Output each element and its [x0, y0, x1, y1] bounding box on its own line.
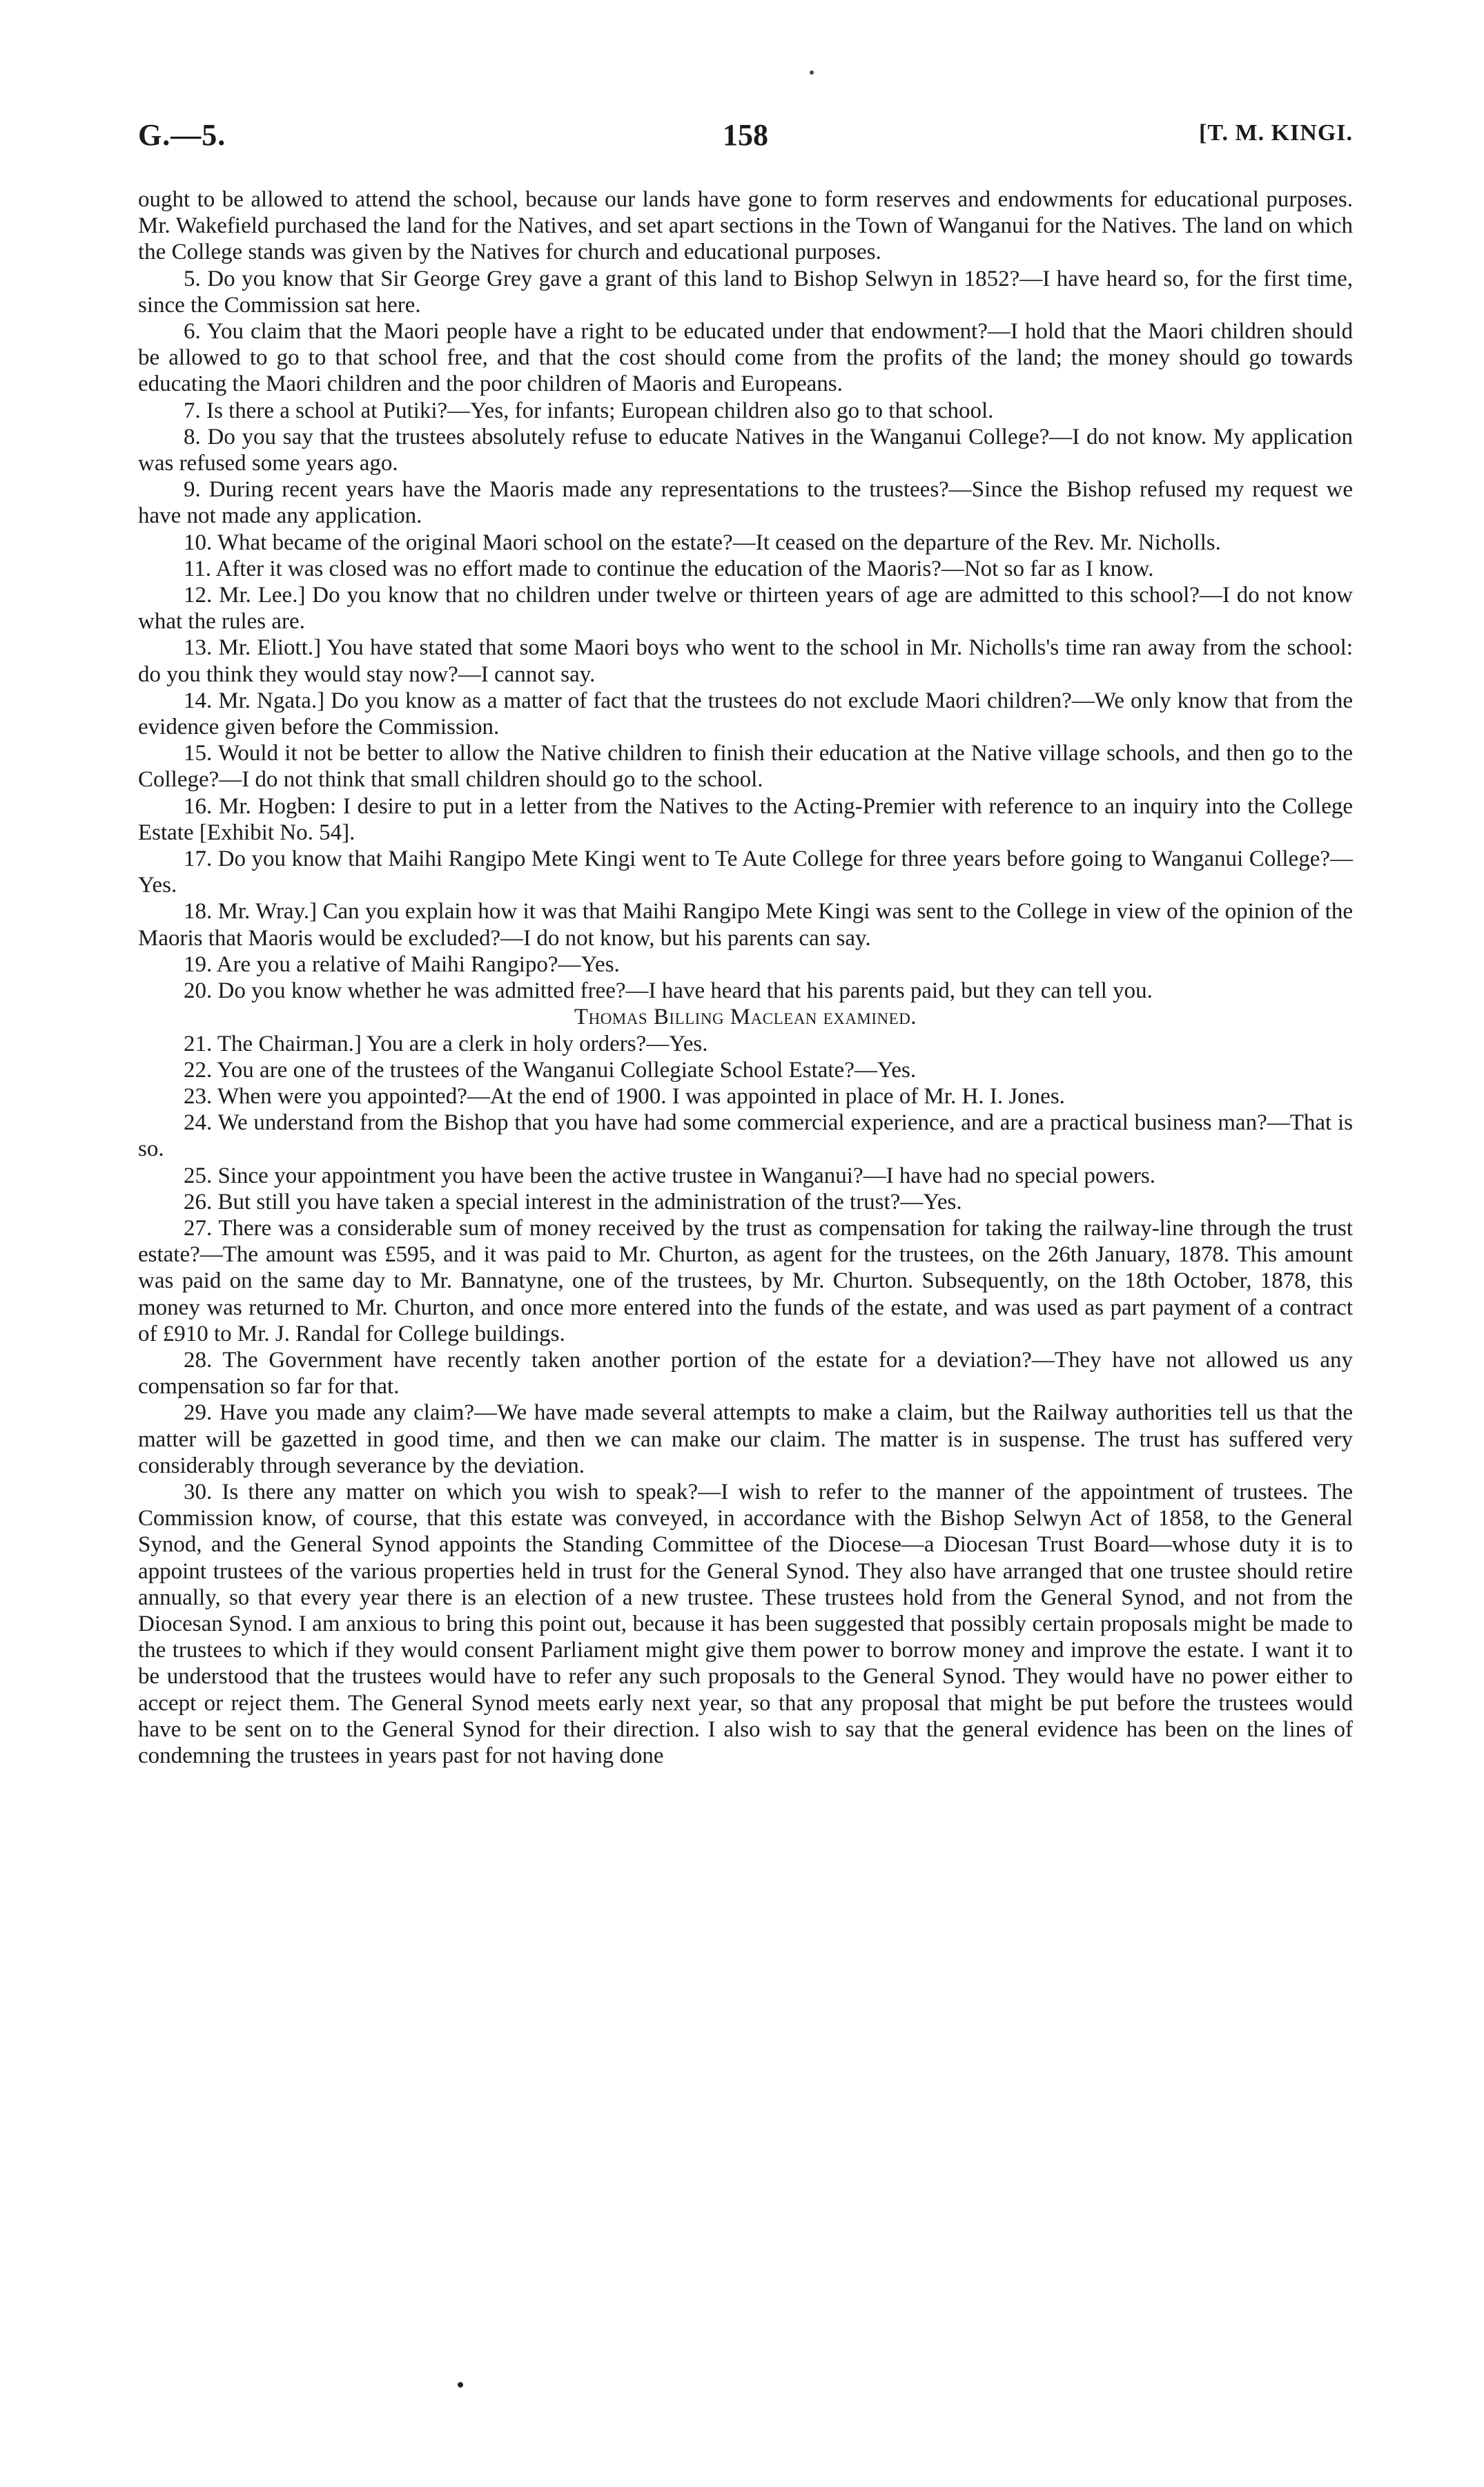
question-answer: 17. Do you know that Maihi Rangipo Mete Kingi went to Te Aute College for three years before going to Wanganui College?—Yes. — [138, 846, 1353, 898]
question-answer: 27. There was a considerable sum of money received by the trust as compensation for taking the railway-line through the trust estate?—The amount was £595, and it was paid to Mr. Churton, as agent for the trustees, on the 26th January, 1878. This amount was paid on the same day to Mr. Bannatyne, one of the trustees, by Mr. Churton. Subsequently, on the 18th October, 1878, this money was returned to Mr. Churton, and once more entered into the funds of the estate, and was used as part payment of a contract of £910 to Mr. J. Randal for College buildings. — [138, 1215, 1353, 1346]
question-answer: 6. You claim that the Maori people have a right to be educated under that endowment?—I hold that the Maori children should be allowed to go to that school free, and that the cost should come from the profits of the land; the money should go towards educating the Maori children and the poor children of Maoris and Europeans. — [138, 319, 1353, 397]
question-answer: 23. When were you appointed?—At the end of 1900. I was appointed in place of Mr. H. I. Jones. — [184, 1083, 1065, 1109]
question-answer: 29. Have you made any claim?—We have made several attempts to make a claim, but the Railway authorities tell us that the matter will be gazetted in good time, and then we can make our claim. The matter is in suspense. The trust has suffered very considerably through severance by the deviation. — [138, 1400, 1353, 1478]
question-answer: 5. Do you know that Sir George Grey gave a grant of this land to Bishop Selwyn in 1852?—I have heard so, for the first time, since the Commission sat here. — [138, 266, 1353, 318]
question-answer: 30. Is there any matter on which you wish to speak?—I wish to refer to the manner of the appointment of trustees. The Commission know, of course, that this estate was conveyed, in accordance with the Bishop Selwyn Act of 1858, to the General Synod, and the General Synod appoints the Standing Committee of the Diocese—a Diocesan Trust Board—whose duty it is to appoint trustees of the various properties held in trust for the General Synod. They also have arranged that one trustee should retire annually, so that every year there is an election of a new trustee. These trustees hold from the General Synod, and not from the Diocesan Synod. I am anxious to bring this point out, because it has been suggested that possibly certain proposals might be made to the trustees to which if they would consent Parliament might give them power to borrow money and improve the estate. I want it to be understood that the trustees would have to refer any such proposals to the General Synod. They would have no power either to accept or reject them. The General Synod meets early next year, so that any proposal that might be put before the trustees would have to be sent on to the General Synod for their direction. I also wish to say that the general evidence has been on the lines of condemning the trustees in years past for not having done — [138, 1479, 1353, 1768]
question-answer: 16. Mr. Hogben: I desire to put in a letter from the Natives to the Acting-Premier with reference to an inquiry into the College Estate [Exhibit No. 54]. — [138, 793, 1353, 845]
page-header — [138, 117, 1353, 166]
question-answer: 20. Do you know whether he was admitted free?—I have heard that his parents paid, but they can tell you. — [184, 978, 1153, 1004]
question-answer: 26. But still you have taken a special interest in the administration of the trust?—Yes. — [184, 1189, 962, 1215]
question-answer: 21. The Chairman.] You are a clerk in holy orders?—Yes. — [184, 1031, 708, 1056]
question-answer: 8. Do you say that the trustees absolutely refuse to educate Natives in the Wanganui College?—I do not know. My application was refused some years ago. — [138, 424, 1353, 476]
testimony-body — [138, 186, 1353, 1769]
question-answer: 14. Mr. Ngata.] Do you know as a matter of fact that the trustees do not exclude Maori children?—We only know that from the evidence given before the Commission. — [138, 688, 1353, 740]
document-reference: G.—5. — [138, 118, 226, 152]
question-answer: 11. After it was closed was no effort made to continue the education of the Maoris?—Not so far as I know. — [184, 556, 1154, 581]
question-answer: 12. Mr. Lee.] Do you know that no children under twelve or thirteen years of age are admitted to this school?—I do not know what the rules are. — [138, 583, 1353, 635]
question-answer: 10. What became of the original Maori school on the estate?—It ceased on the departure of the Rev. Mr. Nicholls. — [184, 530, 1221, 555]
page-number: 158 — [723, 118, 768, 152]
question-answer: 15. Would it not be better to allow the Native children to finish their education at the Native village schools, and then go to the College?—I do not think that small children should go to the school. — [138, 741, 1353, 793]
scan-speck — [458, 2382, 463, 2388]
witness-name-header: [T. M. KINGI. — [1199, 120, 1353, 146]
continued-paragraph: ought to be allowed to attend the school, because our lands have gone to form reserves and endowments for educational purposes. Mr. Wakefield purchased the land for the Natives, and set apart sections in the Town of Wanganui for the Natives. The land on which the College stands was given by the Natives for church and educational purposes. — [138, 187, 1353, 265]
witness-heading: Thomas Billing Maclean examined. — [574, 1005, 917, 1030]
question-answer: 19. Are you a relative of Maihi Rangipo?—Yes. — [184, 951, 620, 977]
scan-speck — [810, 70, 814, 75]
question-answer: 7. Is there a school at Putiki?—Yes, for infants; European children also go to that school. — [184, 398, 994, 423]
question-answer: 24. We understand from the Bishop that you have had some commercial experience, and are a practical business man?—That is so. — [138, 1110, 1353, 1162]
question-answer: 18. Mr. Wray.] Can you explain how it was that Maihi Rangipo Mete Kingi was sent to the College in view of the opinion of the Maoris that Maoris would be excluded?—I do not know, but his parents can say. — [138, 899, 1353, 951]
question-answer: 9. During recent years have the Maoris made any representations to the trustees?—Since the Bishop refused my request we have not made any application. — [138, 477, 1353, 529]
question-answer: 22. You are one of the trustees of the Wanganui Collegiate School Estate?—Yes. — [184, 1057, 917, 1083]
question-answer: 25. Since your appointment you have been the active trustee in Wanganui?—I have had no special powers. — [184, 1163, 1155, 1188]
question-answer: 13. Mr. Eliott.] You have stated that some Maori boys who went to the school in Mr. Nicholls's time ran away from the school: do you think they would stay now?—I cannot say. — [138, 635, 1353, 687]
question-answer: 28. The Government have recently taken another portion of the estate for a deviation?—They have not allowed us any compensation so far for that. — [138, 1347, 1353, 1400]
